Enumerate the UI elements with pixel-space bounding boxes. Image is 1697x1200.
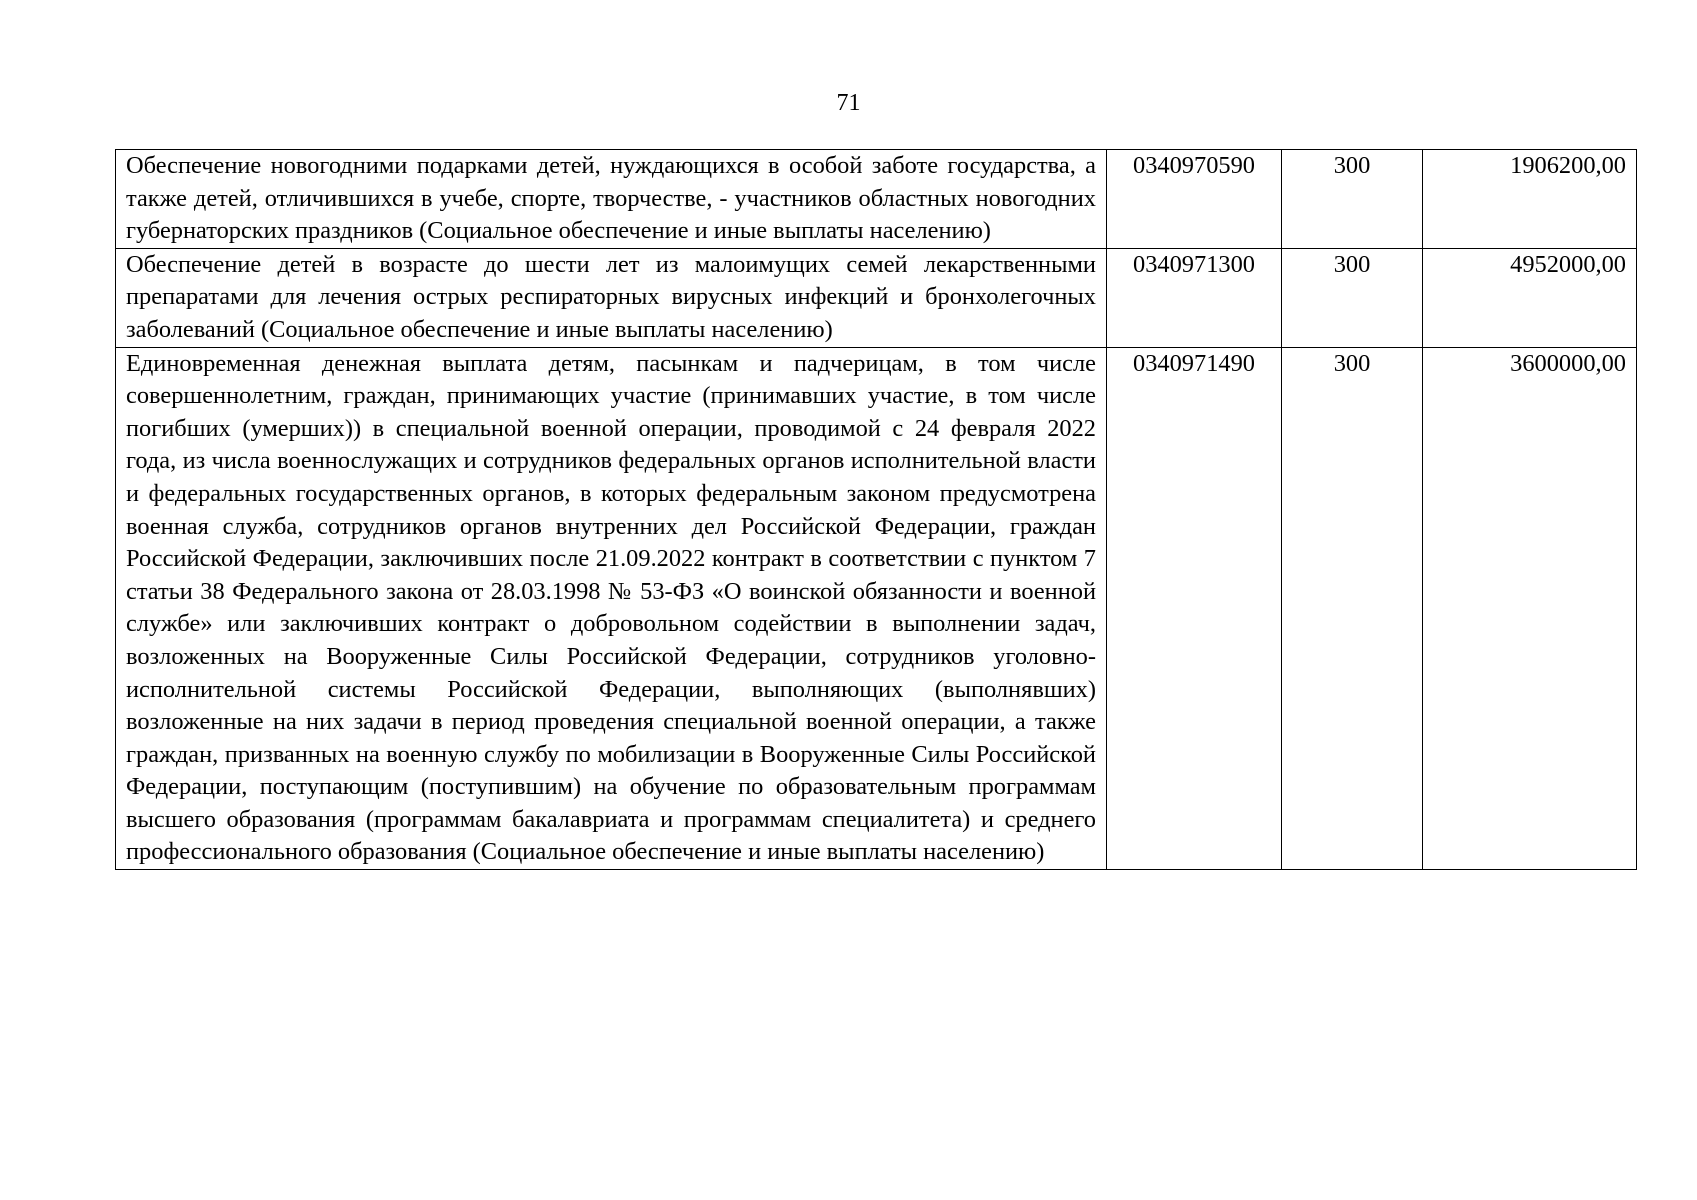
row-target-code: 0340970590 [1107, 150, 1282, 249]
row-expense-type: 300 [1282, 347, 1423, 870]
row-description: Обеспечение новогодними подарками детей, нуждающихся в особой заботе государства, а также детей, отличившихся в учебе, спорте, творчестве, - участников областных новогодних губернаторских праздников (Социальное обеспечение и иные выплаты населению) [116, 150, 1107, 249]
table-row [116, 347, 1637, 870]
row-target-code: 0340971490 [1107, 347, 1282, 870]
table-row [116, 248, 1637, 347]
budget-table [115, 149, 1637, 870]
row-description: Обеспечение детей в возрасте до шести лет из малоимущих семей лекарственными препаратами для лечения острых респираторных вирусных инфекций и бронхолегочных заболеваний (Социальное обеспечение и иные выплаты населению) [116, 248, 1107, 347]
row-description: Единовременная денежная выплата детям, пасынкам и падчерицам, в том числе совершеннолетним, граждан, принимающих участие (принимавших участие, в том числе погибших (умерших)) в специальной военной операции, проводимой с 24 февраля 2022 года, из числа военнослужащих и сотрудников федеральных органов исполнительной власти и федеральных государственных органов, в которых федеральным законом предусмотрена военная служба, сотрудников органов внутренних дел Российской Федерации, граждан Российской Федерации, заключивших после 21.09.2022 контракт в соответствии с пунктом 7 статьи 38 Федерального закона от 28.03.1998 № 53-ФЗ «О воинской обязанности и военной службе» или заключивших контракт о добровольном содействии в выполнении задач, возложенных на Вооруженные Силы Российской Федерации, сотрудников уголовно-исполнительной системы Российской Федерации, выполняющих (выполнявших) возложенные на них задачи в период проведения специальной военной операции, а также граждан, призванных на военную службу по мобилизации в Вооруженные Силы Российской Федерации, поступающим (поступившим) на обучение по образовательным программам высшего образования (программам бакалавриата и программам специалитета) и среднего профессионального образования (Социальное обеспечение и иные выплаты населению) [116, 347, 1107, 870]
row-amount: 4952000,00 [1423, 248, 1637, 347]
row-expense-type: 300 [1282, 248, 1423, 347]
table-row [116, 150, 1637, 249]
row-target-code: 0340971300 [1107, 248, 1282, 347]
page-number: 71 [836, 90, 861, 116]
row-expense-type: 300 [1282, 150, 1423, 249]
row-amount: 1906200,00 [1423, 150, 1637, 249]
row-amount: 3600000,00 [1423, 347, 1637, 870]
